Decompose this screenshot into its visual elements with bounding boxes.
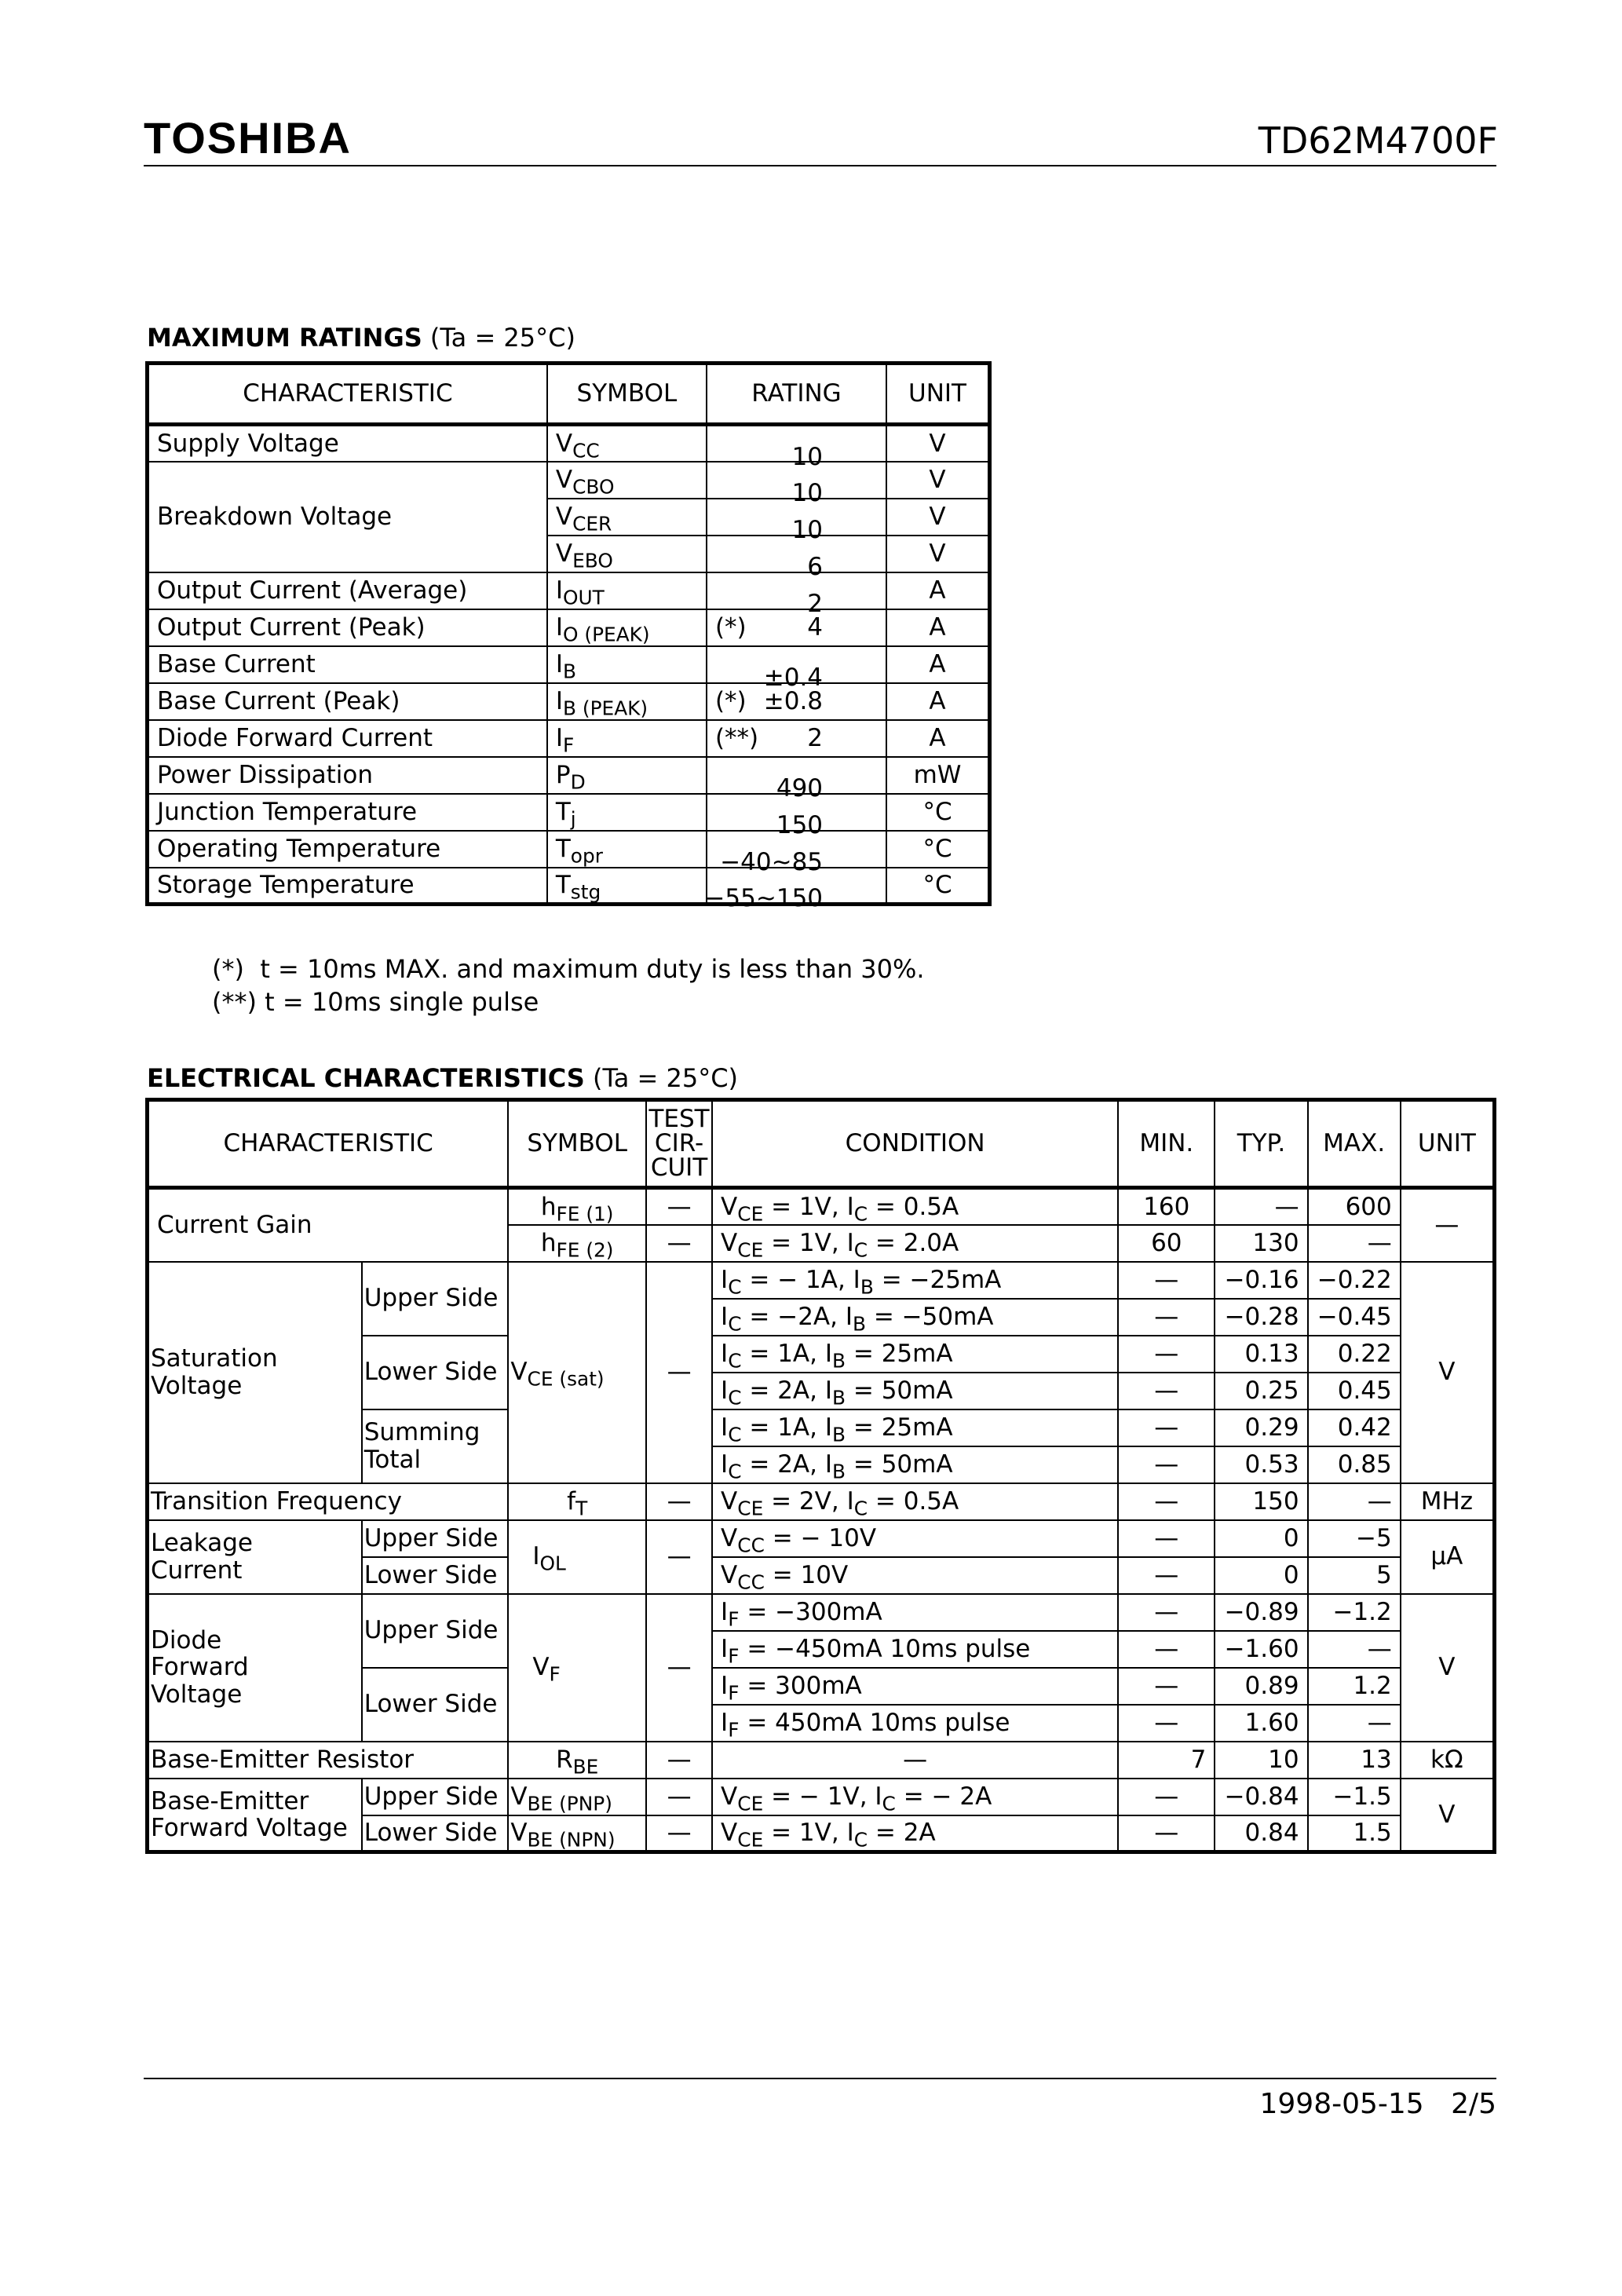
characteristic-cell: Output Current (Peak) [148, 609, 547, 646]
typ-cell: −1.60 [1215, 1631, 1307, 1668]
min-cell: — [1118, 1483, 1215, 1520]
unit-cell: V [1401, 1594, 1495, 1742]
typ-cell: 0.89 [1215, 1668, 1307, 1705]
characteristic-cell: Leakage Current [148, 1520, 362, 1594]
min-cell: — [1118, 1668, 1215, 1705]
rating-cell [707, 536, 886, 581]
max-cell: −5 [1308, 1520, 1401, 1557]
rating-cell [707, 572, 886, 618]
table-row [148, 462, 990, 499]
characteristic-cell: Transition Frequency [148, 1483, 509, 1520]
footer [1260, 2090, 1497, 2119]
min-cell: — [1118, 1557, 1215, 1594]
unit-cell: °C [886, 794, 989, 831]
table-row [148, 757, 990, 794]
symbol-cell: $I_B$ [547, 646, 707, 683]
typ-cell: 150 [1215, 1483, 1307, 1520]
column-header: UNIT [1401, 1100, 1495, 1188]
characteristic-cell: Supply Voltage [148, 425, 547, 462]
typ-cell: 0.13 [1215, 1336, 1307, 1373]
table-row [148, 1779, 1495, 1815]
condition-cell: $I_F = 300mA$ [712, 1668, 1118, 1705]
min-cell: 60 [1118, 1225, 1215, 1262]
typ-cell: 0.84 [1215, 1815, 1307, 1852]
condition-cell: $I_C = 2A$, $I_B = 50mA$ [712, 1446, 1118, 1483]
table-row [148, 1742, 1495, 1779]
max-cell: 1.5 [1308, 1815, 1401, 1852]
min-cell: — [1118, 1594, 1215, 1631]
test-circuit-cell: — [646, 1520, 712, 1594]
unit-cell: A [886, 683, 989, 720]
page-number: 2/5 [1451, 2088, 1496, 2120]
table-row [148, 609, 990, 646]
typ-cell: 10 [1215, 1742, 1307, 1779]
condition-cell: $I_C = 1A$, $I_B = 25mA$ [712, 1409, 1118, 1446]
test-circuit-cell: — [646, 1483, 712, 1520]
characteristic-cell: Diode Forward Current [148, 720, 547, 757]
rating-value: 2 [807, 590, 824, 618]
column-header: CHARACTERISTIC [148, 1100, 509, 1188]
min-cell: — [1118, 1779, 1215, 1815]
column-header: TEST CIR- CUIT [646, 1100, 712, 1188]
characteristic-cell: Diode Forward Voltage [148, 1594, 362, 1742]
rating-value: 6 [807, 553, 824, 581]
side-cell: Lower Side [362, 1336, 509, 1409]
condition-cell: $I_C$ = − 1A, $I_B = -25mA$ [712, 1262, 1118, 1299]
rating-value: −55~150 [704, 884, 824, 913]
table-row [148, 1188, 1495, 1225]
side-cell: Upper Side [362, 1262, 509, 1336]
rating-value: 10 [791, 442, 824, 471]
max-cell: 1.2 [1308, 1668, 1401, 1705]
side-cell: Lower Side [362, 1668, 509, 1742]
min-cell: — [1118, 1446, 1215, 1483]
symbol-cell: $I_F$ [547, 720, 707, 757]
test-circuit-cell: — [646, 1225, 712, 1262]
rating-cell [704, 868, 886, 913]
symbol-cell: $h_{FE (1)}$ [508, 1188, 646, 1225]
characteristic-cell: Base-Emitter Forward Voltage [148, 1779, 362, 1852]
max-cell: 600 [1308, 1188, 1401, 1225]
symbol-cell: $I_{OUT}$ [547, 572, 707, 609]
unit-cell: V [886, 536, 989, 572]
column-header: SYMBOL [508, 1100, 646, 1188]
test-circuit-cell: — [646, 1779, 712, 1815]
typ-cell: 0.29 [1215, 1409, 1307, 1446]
max-cell: 0.45 [1308, 1373, 1401, 1409]
test-circuit-cell: — [646, 1815, 712, 1852]
side-cell: Upper Side [362, 1520, 509, 1557]
rating-value: 10 [791, 479, 824, 507]
symbol-cell: $V_{CER}$ [547, 499, 707, 536]
symbol-cell: $T_j$ [547, 794, 707, 831]
max-cell: −1.2 [1308, 1594, 1401, 1631]
characteristic-cell: Operating Temperature [148, 831, 547, 868]
characteristic-cell: Base Current (Peak) [148, 683, 547, 720]
characteristic-cell: Power Dissipation [148, 757, 547, 794]
symbol-cell: $P_D$ [547, 757, 707, 794]
rating-cell [707, 757, 886, 803]
table-row [148, 1520, 1495, 1557]
min-cell: — [1118, 1262, 1215, 1299]
characteristic-cell: Junction Temperature [148, 794, 547, 831]
test-circuit-cell: — [646, 1594, 712, 1742]
rating-note: (*) [714, 612, 747, 642]
max-cell: 0.85 [1308, 1446, 1401, 1483]
side-cell: Upper Side [362, 1779, 509, 1815]
unit-cell: mW [886, 757, 989, 794]
condition-cell: $V_{CE} = 2V$, $I_C = 0.5A$ [712, 1483, 1118, 1520]
symbol-cell: $V_{CBO}$ [547, 462, 707, 499]
column-header: SYMBOL [547, 364, 707, 425]
brand-logo: TOSHIBA [144, 113, 352, 163]
unit-cell: V [886, 425, 989, 462]
table-row [148, 831, 990, 868]
column-header: CHARACTERISTIC [148, 364, 547, 425]
min-cell: — [1118, 1631, 1215, 1668]
note-2: (**) t = 10ms single pulse [212, 987, 539, 1017]
table-row [148, 646, 990, 683]
unit-cell: A [886, 609, 989, 646]
max-cell: — [1308, 1705, 1401, 1742]
typ-cell: −0.84 [1215, 1779, 1307, 1815]
condition-cell: — [712, 1742, 1118, 1779]
condition-cell: $V_{CE} = 1V$, $I_C = 2A$ [712, 1815, 1118, 1852]
table-row [148, 1262, 1495, 1299]
typ-cell: — [1215, 1188, 1307, 1225]
note-1: (*) t = 10ms MAX. and maximum duty is less than 30%. [212, 954, 925, 984]
rating-cell [707, 499, 886, 544]
typ-cell: 130 [1215, 1225, 1307, 1262]
min-cell: 7 [1118, 1742, 1215, 1779]
symbol-cell: $V_{CC}$ [547, 425, 707, 462]
rating-value: 4 [807, 612, 824, 642]
min-cell: — [1118, 1299, 1215, 1336]
min-cell: — [1118, 1815, 1215, 1852]
symbol-cell: $f_T$ [508, 1483, 646, 1520]
condition-cell: $V_{CC} = 10V$ [712, 1557, 1118, 1594]
column-header: CONDITION [712, 1100, 1118, 1188]
max-cell: 13 [1308, 1742, 1401, 1779]
rating-cell [707, 831, 886, 876]
characteristic-cell: Base Current [148, 646, 547, 683]
table-row [148, 1483, 1495, 1520]
footer-rule [144, 2078, 1496, 2079]
table-header-row [148, 1100, 1495, 1188]
typ-cell: 0 [1215, 1557, 1307, 1594]
rating-value: ±0.4 [763, 664, 824, 692]
characteristic-cell: Saturation Voltage [148, 1262, 362, 1483]
column-header: MIN. [1118, 1100, 1215, 1188]
unit-cell: V [886, 462, 989, 499]
side-cell: Summing Total [362, 1409, 509, 1483]
unit-cell: °C [886, 831, 989, 868]
elec-title: ELECTRICAL CHARACTERISTICS (Ta = 25°C) [147, 1063, 739, 1093]
max-cell: — [1308, 1483, 1401, 1520]
header-rule [144, 165, 1496, 166]
max-cell: −1.5 [1308, 1779, 1401, 1815]
symbol-cell: $h_{FE (2)}$ [508, 1225, 646, 1262]
symbol-cell: $I_{B (PEAK)}$ [547, 683, 707, 720]
table-row [148, 794, 990, 831]
symbol-cell: $V_{BE (NPN)}$ [508, 1815, 646, 1852]
side-cell: Upper Side [362, 1594, 509, 1668]
symbol-cell: $V_{BE (PNP)}$ [508, 1779, 646, 1815]
side-cell: Lower Side [362, 1557, 509, 1594]
condition-cell: $V_{CE}$ = − 1V, $I_C$ = − 2A [712, 1779, 1118, 1815]
unit-cell: — [1401, 1188, 1495, 1262]
rating-value: ±0.8 [763, 686, 824, 715]
rating-value: −40~85 [720, 848, 824, 876]
rating-value: 150 [776, 811, 824, 839]
footer-date: 1998-05-15 [1259, 2088, 1424, 2120]
max-ratings-table [145, 361, 992, 913]
test-circuit-cell: — [646, 1188, 712, 1225]
column-header: TYP. [1215, 1100, 1307, 1188]
side-cell: Lower Side [362, 1815, 509, 1852]
rating-value: 490 [776, 774, 824, 803]
min-cell: — [1118, 1336, 1215, 1373]
typ-cell: −0.89 [1215, 1594, 1307, 1631]
typ-cell: 0.53 [1215, 1446, 1307, 1483]
table-row [148, 572, 990, 609]
rating-cell [707, 794, 886, 839]
max-ratings-title: MAXIMUM RATINGS (Ta = 25°C) [147, 323, 575, 353]
test-circuit-cell: — [646, 1742, 712, 1779]
rating-cell [707, 462, 886, 507]
typ-cell: 1.60 [1215, 1705, 1307, 1742]
table-header-row [148, 364, 990, 425]
symbol-cell: $V_{CE (sat)}$ [508, 1262, 646, 1483]
max-cell: −0.22 [1308, 1262, 1401, 1299]
unit-cell: V [1401, 1779, 1495, 1852]
condition-cell: $V_{CC}$ = − 10V [712, 1520, 1118, 1557]
min-cell: — [1118, 1373, 1215, 1409]
rating-value: 10 [791, 516, 824, 544]
characteristic-cell: Base-Emitter Resistor [148, 1742, 509, 1779]
typ-cell: 0.25 [1215, 1373, 1307, 1409]
max-cell: — [1308, 1225, 1401, 1262]
condition-cell: $I_F = -300mA$ [712, 1594, 1118, 1631]
characteristic-cell: Breakdown Voltage [148, 462, 547, 572]
symbol-cell: $I_{OL}$ [508, 1520, 646, 1594]
symbol-cell: $V_{EBO}$ [547, 536, 707, 572]
max-cell: 0.42 [1308, 1409, 1401, 1446]
table-row [148, 720, 990, 757]
typ-cell: 0 [1215, 1520, 1307, 1557]
symbol-cell: $I_{O (PEAK)}$ [547, 609, 707, 646]
condition-cell: $I_F = 450mA$ 10ms pulse [712, 1705, 1118, 1742]
table-row [148, 425, 990, 462]
characteristic-cell: Current Gain [148, 1188, 509, 1262]
table-row [148, 683, 990, 720]
unit-cell: V [1401, 1262, 1495, 1483]
min-cell: — [1118, 1409, 1215, 1446]
unit-cell: A [886, 720, 989, 757]
part-number: TD62M4700F [1258, 119, 1498, 162]
min-cell: — [1118, 1520, 1215, 1557]
test-circuit-cell: — [646, 1262, 712, 1483]
elec-table [145, 1098, 1496, 1854]
characteristic-cell: Output Current (Average) [148, 572, 547, 609]
symbol-cell: $R_{BE}$ [508, 1742, 646, 1779]
max-cell: 5 [1308, 1557, 1401, 1594]
rating-cell [707, 646, 886, 692]
condition-cell: $I_C = 2A$, $I_B = 50mA$ [712, 1373, 1118, 1409]
unit-cell: MHz [1401, 1483, 1495, 1520]
rating-note: (**) [714, 723, 759, 752]
rating-cell [707, 720, 886, 757]
symbol-cell: $T_{stg}$ [547, 868, 707, 905]
typ-cell: −0.28 [1215, 1299, 1307, 1336]
unit-cell: kΩ [1401, 1742, 1495, 1779]
unit-cell: V [886, 499, 989, 536]
unit-cell: μA [1401, 1520, 1495, 1594]
symbol-cell: $V_F$ [508, 1594, 646, 1742]
rating-cell [707, 609, 886, 646]
rating-cell [707, 683, 886, 720]
table-row [148, 1594, 1495, 1631]
condition-cell: $I_F = -450mA$ 10ms pulse [712, 1631, 1118, 1668]
column-header: MAX. [1308, 1100, 1401, 1188]
column-header: UNIT [886, 364, 989, 425]
rating-value: 2 [807, 723, 824, 752]
condition-cell: $I_C = 1A$, $I_B = 25mA$ [712, 1336, 1118, 1373]
unit-cell: °C [886, 868, 989, 905]
max-cell: −0.45 [1308, 1299, 1401, 1336]
characteristic-cell: Storage Temperature [148, 868, 547, 905]
column-header: RATING [707, 364, 886, 425]
min-cell: — [1118, 1705, 1215, 1742]
min-cell: 160 [1118, 1188, 1215, 1225]
max-cell: — [1308, 1631, 1401, 1668]
unit-cell: A [886, 572, 989, 609]
condition-cell: $V_{CE} = 1V$, $I_C = 0.5A$ [712, 1188, 1118, 1225]
rating-cell [707, 425, 886, 471]
typ-cell: −0.16 [1215, 1262, 1307, 1299]
symbol-cell: $T_{opr}$ [547, 831, 707, 868]
condition-cell: $V_{CE} = 1V$, $I_C = 2.0A$ [712, 1225, 1118, 1262]
condition-cell: $I_C = -2A$, $I_B = -50mA$ [712, 1299, 1118, 1336]
rating-note: (*) [714, 686, 747, 715]
max-cell: 0.22 [1308, 1336, 1401, 1373]
table-row [148, 868, 990, 905]
unit-cell: A [886, 646, 989, 683]
